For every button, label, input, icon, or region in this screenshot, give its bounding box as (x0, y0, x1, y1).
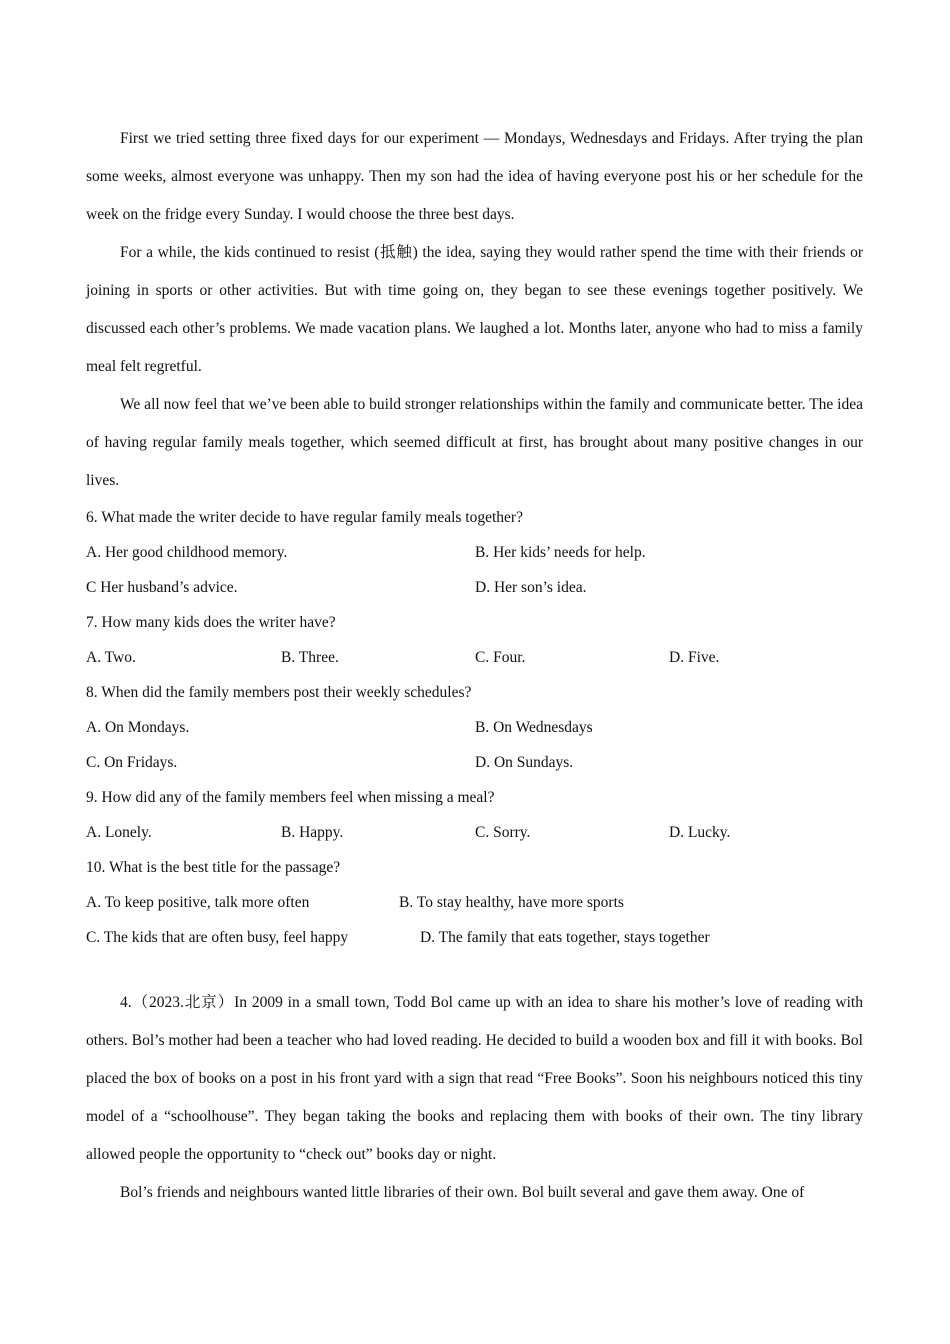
paragraph: First we tried setting three fixed days for our experiment — Mondays, Wednesdays and Fridays. After trying the plan some weeks, almost everyone was unhappy. Then my son had the idea of having everyone post his or her schedule for the week on the fridge every Sunday. I would choose the three best days. (86, 130, 863, 223)
options-row (86, 570, 863, 605)
option-d: D. Lucky. (669, 824, 731, 841)
option-b: B. Her kids’ needs for help. (475, 544, 646, 561)
question-stem: 6. What made the writer decide to have regular family meals together? (86, 509, 523, 526)
option-c: C Her husband’s advice. (86, 579, 238, 596)
option-a: A. Her good childhood memory. (86, 544, 288, 561)
document-page (86, 120, 863, 1212)
option-a: A. On Mondays. (86, 719, 190, 736)
options-row (86, 710, 863, 745)
section-gap (86, 955, 863, 984)
option-b: B. On Wednesdays (475, 719, 593, 736)
question-8 (86, 675, 863, 780)
options-row (86, 885, 863, 920)
option-c: C. Four. (475, 649, 526, 666)
option-a: A. To keep positive, talk more often (86, 894, 310, 911)
option-d: D. Her son’s idea. (475, 579, 587, 596)
question-stem: 7. How many kids does the writer have? (86, 614, 336, 631)
option-b: B. Three. (281, 649, 339, 666)
question-10 (86, 850, 863, 955)
options-row (86, 535, 863, 570)
options-row (86, 815, 863, 850)
paragraph: 4.（2023.北京）In 2009 in a small town, Todd Bol came up with an idea to share his mother’s love of reading with others. Bol’s mother had been a teacher who had loved reading. He decided to build a wooden box and fill it with books. Bol placed the box of books on a post in his front yard with a sign that read “Free Books”. Soon his neighbours noticed this tiny model of a “schoolhouse”. They began taking the books and replacing them with books of their own. The tiny library allowed people the opportunity to “check out” books day or night. (86, 994, 863, 1163)
option-d: D. The family that eats together, stays together (420, 929, 710, 946)
options-row (86, 920, 863, 955)
paragraph: For a while, the kids continued to resist (抵触) the idea, saying they would rather spend the time with their friends or joining in sports or other activities. But with time going on, they began to see these evenings together positively. We discussed each other’s problems. We made vacation plans. We laughed a lot. Months later, anyone who had to miss a family meal felt regretful. (86, 244, 863, 375)
question-stem: 10. What is the best title for the passage? (86, 859, 341, 876)
question-7 (86, 605, 863, 675)
paragraph: We all now feel that we’ve been able to build stronger relationships within the family and communicate better. The idea of having regular family meals together, which seemed difficult at first, has brought about many positive changes in our lives. (86, 396, 863, 489)
option-c: C. The kids that are often busy, feel happy (86, 929, 349, 946)
option-d: D. On Sundays. (475, 754, 574, 771)
question-stem: 9. How did any of the family members feel when missing a meal? (86, 789, 495, 806)
option-a: A. Lonely. (86, 824, 152, 841)
question-stem: 8. When did the family members post their weekly schedules? (86, 684, 472, 701)
question-9 (86, 780, 863, 850)
option-d: D. Five. (669, 649, 720, 666)
paragraph: Bol’s friends and neighbours wanted little libraries of their own. Bol built several and gave them away. One of (120, 1184, 805, 1201)
option-c: C. Sorry. (475, 824, 531, 841)
options-row (86, 745, 863, 780)
option-c: C. On Fridays. (86, 754, 178, 771)
option-a: A. Two. (86, 649, 136, 666)
options-row (86, 640, 863, 675)
question-6 (86, 500, 863, 605)
option-b: B. To stay healthy, have more sports (399, 894, 624, 911)
option-b: B. Happy. (281, 824, 344, 841)
